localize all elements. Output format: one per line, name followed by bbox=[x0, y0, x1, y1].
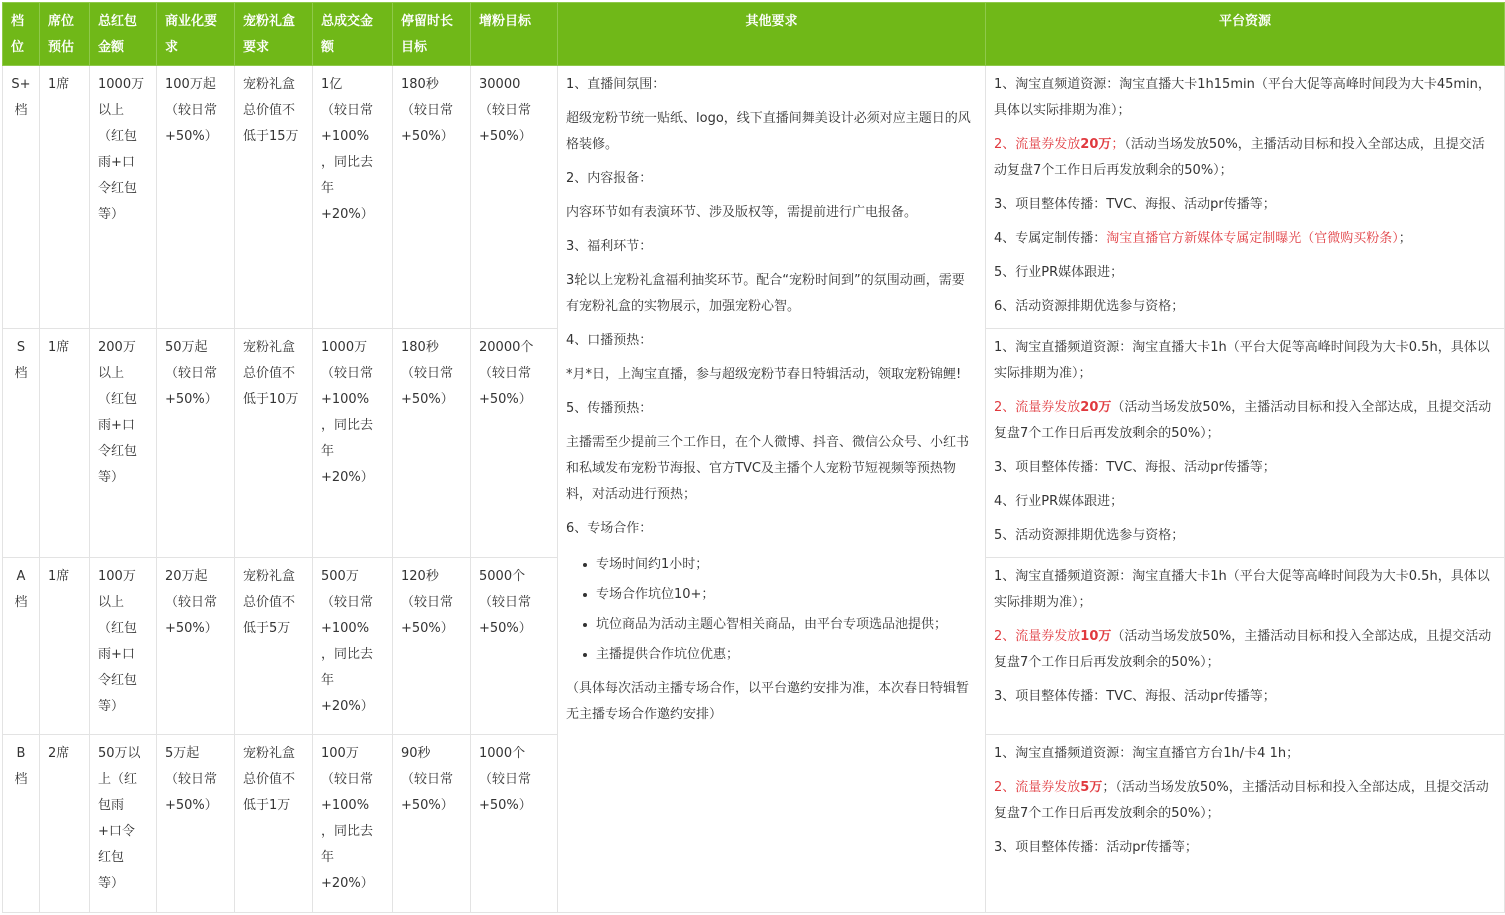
fans-cell: 30000 （较日常 +50%） bbox=[471, 66, 558, 329]
header-tier: 档位 bbox=[3, 3, 40, 66]
fans-cell: 5000个 （较日常 +50%） bbox=[471, 558, 558, 735]
section-title: 4、口播预热： bbox=[566, 333, 653, 348]
list-item: 专场时间约1小时； bbox=[596, 550, 977, 580]
platform-item: 3、项目整体传播：活动pr传播等； bbox=[994, 840, 1198, 855]
platform-resources-cell bbox=[986, 66, 1505, 329]
stay-cell: 180秒 （较日常 +50%） bbox=[393, 329, 471, 558]
gmv-cell: 100万 （较日常 +100% ，同比去 年 +20%） bbox=[313, 735, 393, 913]
table-row bbox=[3, 66, 1505, 329]
tier-cell: S 档 bbox=[3, 329, 40, 558]
platform-item: 2、流量券发放20万；（活动当场发放50%，主播活动目标和投入全部达成，且提交活动复盘7个工作日后再发放剩余的50%）； bbox=[994, 137, 1485, 178]
section-title: 6、专场合作： bbox=[566, 521, 653, 536]
platform-item: 2、流量券发放5万；（活动当场发放50%，主播活动目标和投入全部达成，且提交活动复盘7个工作日后再发放剩余的50%）； bbox=[994, 780, 1489, 821]
header-platform: 平台资源 bbox=[986, 3, 1505, 66]
platform-item: 5、行业PR媒体跟进； bbox=[994, 265, 1124, 280]
header-red-packet: 总红包金额 bbox=[90, 3, 157, 66]
header-seats: 席位预估 bbox=[40, 3, 90, 66]
red-packet-cell: 1000万 以上 （红包 雨+口 令红包 等） bbox=[90, 66, 157, 329]
tier-cell: A 档 bbox=[3, 558, 40, 735]
commercial-cell: 20万起 （较日常 +50%） bbox=[157, 558, 235, 735]
section-title: 5、传播预热： bbox=[566, 401, 653, 416]
list-item: 坑位商品为活动主题心智相关商品，由平台专项选品池提供； bbox=[596, 610, 977, 640]
gmv-cell: 1000万 （较日常 +100% ，同比去 年 +20%） bbox=[313, 329, 393, 558]
seats-cell: 2席 bbox=[40, 735, 90, 913]
platform-item: 2、流量券发放20万（活动当场发放50%，主播活动目标和投入全部达成，且提交活动复盘7个工作日后再发放剩余的50%）； bbox=[994, 400, 1492, 441]
stay-cell: 90秒 （较日常 +50%） bbox=[393, 735, 471, 913]
section-title: 2、内容报备： bbox=[566, 171, 653, 186]
tier-cell: S+ 档 bbox=[3, 66, 40, 329]
stay-cell: 120秒 （较日常 +50%） bbox=[393, 558, 471, 735]
gift-box-cell: 宠粉礼盒 总价值不 低于5万 bbox=[235, 558, 313, 735]
platform-item: 1、淘宝直频道资源：淘宝直播大卡1h15min（平台大促等高峰时间段为大卡45min，具体以实际排期为准）； bbox=[994, 77, 1491, 118]
platform-resources-cell bbox=[986, 329, 1505, 558]
platform-item: 1、淘宝直播频道资源：淘宝直播大卡1h（平台大促等高峰时间段为大卡0.5h，具体以实际排期为准）； bbox=[994, 340, 1490, 381]
list-item: 专场合作坑位10+； bbox=[596, 580, 977, 610]
red-packet-cell: 100万 以上 （红包 雨+口 令红包 等） bbox=[90, 558, 157, 735]
section-title: 3、福利环节： bbox=[566, 239, 653, 254]
commercial-cell: 5万起 （较日常 +50%） bbox=[157, 735, 235, 913]
platform-item: 1、淘宝直播频道资源：淘宝直播大卡1h（平台大促等高峰时间段为大卡0.5h，具体以实际排期为准）； bbox=[994, 569, 1490, 610]
red-packet-cell: 200万 以上 （红包 雨+口 令红包 等） bbox=[90, 329, 157, 558]
section-text: 主播需至少提前三个工作日，在个人微博、抖音、微信公众号、小红书和私域发布宠粉节海报、官方TVC及主播个人宠粉节短视频等预热物料，对活动进行预热； bbox=[566, 435, 970, 502]
platform-item: 5、活动资源排期优选参与资格； bbox=[994, 528, 1185, 543]
section-title: 1、直播间氛围： bbox=[566, 77, 666, 92]
other-requirements-cell bbox=[558, 66, 986, 913]
platform-item: 4、行业PR媒体跟进； bbox=[994, 494, 1124, 509]
list-item: 主播提供合作坑位优惠； bbox=[596, 640, 977, 670]
platform-item: 3、项目整体传播：TVC、海报、活动pr传播等； bbox=[994, 689, 1276, 704]
section-text: 3轮以上宠粉礼盒福利抽奖环节。配合“宠粉时间到”的氛围动画，需要有宠粉礼盒的实物展示，加强宠粉心智。 bbox=[566, 273, 965, 314]
tier-cell: B 档 bbox=[3, 735, 40, 913]
red-packet-cell: 50万以 上（红 包雨 +口令 红包 等） bbox=[90, 735, 157, 913]
section-text: 内容环节如有表演环节、涉及版权等，需提前进行广电报备。 bbox=[566, 205, 918, 220]
header-stay: 停留时长目标 bbox=[393, 3, 471, 66]
platform-resources-cell bbox=[986, 558, 1505, 735]
header-other: 其他要求 bbox=[558, 3, 986, 66]
header-commercial: 商业化要求 bbox=[157, 3, 235, 66]
commercial-cell: 100万起 （较日常 +50%） bbox=[157, 66, 235, 329]
section-text: *月*日，上淘宝直播，参与超级宠粉节春日特辑活动，领取宠粉锦鲤! bbox=[566, 367, 962, 382]
platform-item: 3、项目整体传播：TVC、海报、活动pr传播等； bbox=[994, 197, 1276, 212]
fans-cell: 20000个 （较日常 +50%） bbox=[471, 329, 558, 558]
seats-cell: 1席 bbox=[40, 558, 90, 735]
seats-cell: 1席 bbox=[40, 329, 90, 558]
platform-item: 4、专属定制传播：淘宝直播官方新媒体专属定制曝光（官微购买粉条）； bbox=[994, 231, 1412, 246]
section-text: 超级宠粉节统一贴纸、logo，线下直播间舞美设计必须对应主题日的风格装修。 bbox=[566, 111, 971, 152]
header-fans: 增粉目标 bbox=[471, 3, 558, 66]
seats-cell: 1席 bbox=[40, 66, 90, 329]
gmv-cell: 500万 （较日常 +100% ，同比去 年 +20%） bbox=[313, 558, 393, 735]
cooperation-list bbox=[566, 550, 977, 670]
section-note: （具体每次活动主播专场合作，以平台邀约安排为准，本次春日特辑暂无主播专场合作邀约安排） bbox=[566, 681, 970, 722]
header-row bbox=[3, 3, 1505, 66]
platform-item: 1、淘宝直播频道资源：淘宝直播官方台1h/卡4 1h； bbox=[994, 746, 1300, 761]
header-gmv: 总成交金额 bbox=[313, 3, 393, 66]
fans-cell: 1000个 （较日常 +50%） bbox=[471, 735, 558, 913]
platform-item: 3、项目整体传播：TVC、海报、活动pr传播等； bbox=[994, 460, 1276, 475]
platform-item: 2、流量券发放10万（活动当场发放50%，主播活动目标和投入全部达成，且提交活动复盘7个工作日后再发放剩余的50%）； bbox=[994, 629, 1492, 670]
gift-box-cell: 宠粉礼盒 总价值不 低于15万 bbox=[235, 66, 313, 329]
gift-box-cell: 宠粉礼盒 总价值不 低于10万 bbox=[235, 329, 313, 558]
platform-item: 6、活动资源排期优选参与资格； bbox=[994, 299, 1185, 314]
gmv-cell: 1亿 （较日常 +100% ，同比去 年 +20%） bbox=[313, 66, 393, 329]
header-gift-box: 宠粉礼盒要求 bbox=[235, 3, 313, 66]
tier-requirements-table bbox=[2, 2, 1505, 913]
stay-cell: 180秒 （较日常 +50%） bbox=[393, 66, 471, 329]
commercial-cell: 50万起 （较日常 +50%） bbox=[157, 329, 235, 558]
gift-box-cell: 宠粉礼盒 总价值不 低于1万 bbox=[235, 735, 313, 913]
platform-resources-cell bbox=[986, 735, 1505, 913]
